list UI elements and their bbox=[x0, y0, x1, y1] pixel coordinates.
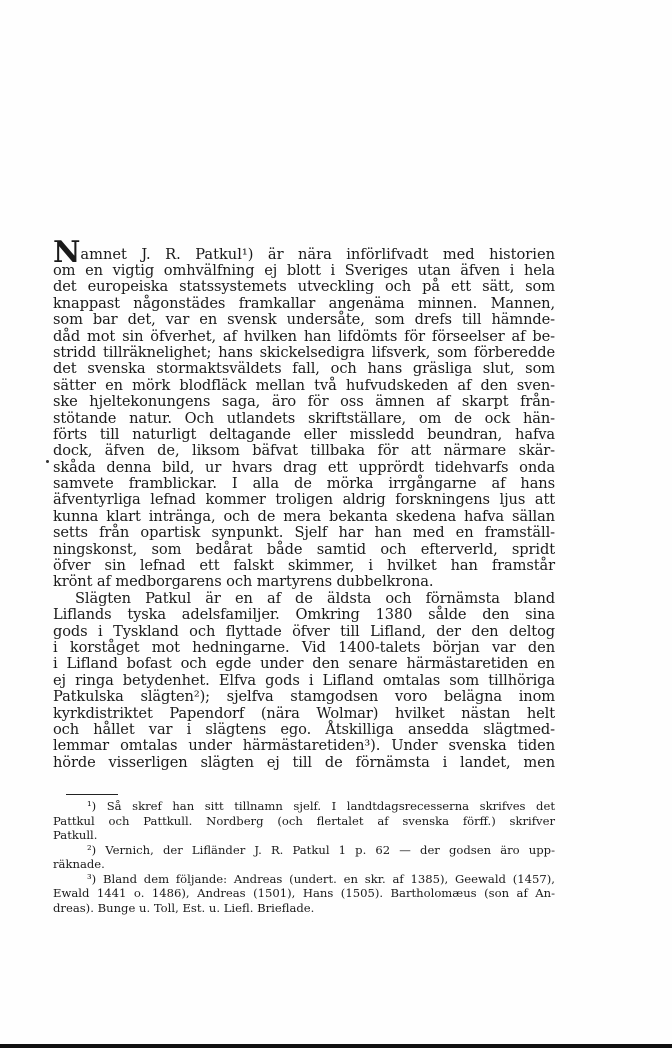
page-bottom-edge bbox=[0, 1044, 672, 1048]
paragraph-start: Slägten Patkul är en af de äldsta och förnämsta bland bbox=[75, 589, 555, 607]
text-line: som bar det, var en svensk undersåte, som drefs till hämnde- bbox=[53, 311, 555, 329]
main-text bbox=[53, 235, 555, 771]
text-line: äfventyrliga lefnad kommer troligen aldrig forskningens ljus att bbox=[53, 491, 555, 509]
footnote-rule bbox=[66, 794, 118, 795]
text-line: det europeiska statssystemets utveckling och på ett sätt, som bbox=[53, 278, 555, 296]
text-line: samvete framblickar. I alla de mörka irrgångarne af hans bbox=[53, 475, 555, 493]
text-line: dock, äfven de, liksom bäfvat tillbaka för att närmare skär- bbox=[53, 442, 555, 460]
text-line: i korståget mot hedningarne. Vid 1400-talets början var den bbox=[53, 638, 555, 656]
text-line: ningskonst, som bedårat både samtid och efterverld, spridt bbox=[53, 540, 555, 558]
text-line: krönt af medborgarens och martyrens dubbelkrona. bbox=[53, 573, 434, 591]
text-line: hörde visserligen slägten ej till de förnämsta i landet, men bbox=[53, 753, 555, 771]
text-line: om en vigtig omhvälfning ej blott i Sveriges utan äfven i hela bbox=[53, 262, 555, 279]
text-line: kunna klart intränga, och de mera bekanta skedena hafva sällan bbox=[53, 507, 555, 525]
text-line: Liflands tyska adelsfamiljer. Omkring 1380 sålde den sina bbox=[53, 606, 555, 624]
text-line: knappast någonstädes framkallar angenäma minnen. Mannen, bbox=[53, 294, 555, 312]
text-line: sätter en mörk blodfläck mellan två hufvudskeden af den sven- bbox=[53, 376, 555, 394]
text-line: lemmar omtalas under härmästaretiden³). Under svenska tiden bbox=[53, 737, 555, 755]
text-line: dåd mot sin öfverhet, af hvilken han lifdömts för förseelser af be- bbox=[53, 327, 555, 345]
text-line: ske hjeltekonungens saga, äro för oss ämnen af skarpt från- bbox=[53, 393, 555, 411]
footnote-1: ¹) Så skref han sitt tillnamn sjelf. I landtdagsrecesserna skrifves det bbox=[87, 799, 555, 813]
text-line: skåda denna bild, ur hvars drag ett upprördt tidehvarfs onda bbox=[53, 458, 555, 476]
text-line: och hållet var i slägtens ego. Åtskilliga ansedda slägtmed- bbox=[53, 720, 555, 738]
text-line: stötande natur. Och utlandets skriftställare, om de ock hän- bbox=[53, 409, 555, 427]
text-line: förts till naturligt deltagande eller missledd beundran, hafva bbox=[53, 425, 555, 443]
text-line: stridd tillräknelighet; hans skickelsedigra lifsverk, som förberedde bbox=[53, 343, 555, 361]
drop-cap: N bbox=[53, 235, 80, 270]
opening-line-text: amnet J. R. Patkul¹) är nära införlifvadt med historien bbox=[80, 246, 555, 263]
footnote-3: ³) Bland dem följande: Andreas (undert. en skr. af 1385), Geewald (1457), bbox=[87, 871, 555, 886]
footnote-3-cont: Ewald 1441 o. 1486), Andreas (1501), Hans (1505). Bartholomæus (son af An- bbox=[53, 886, 555, 900]
text-line: kyrkdistriktet Papendorf (nära Wolmar) hvilket nästan helt bbox=[53, 704, 555, 722]
text-line: det svenska stormaktsväldets fall, och hans gräsliga slut, som bbox=[53, 360, 555, 378]
text-line: setts från opartisk synpunkt. Sjelf har han med en framställ- bbox=[53, 524, 555, 542]
margin-dot bbox=[46, 460, 49, 463]
text-line: gods i Tyskland och flyttade öfver till Lifland, der den deltog bbox=[53, 622, 555, 640]
footnote-2-end: räknade. bbox=[53, 857, 105, 871]
text-line: i Lifland bofast och egde under den senare härmästaretiden en bbox=[53, 655, 555, 673]
footnotes bbox=[53, 799, 555, 915]
text-line: öfver sin lefnad ett falskt skimmer, i hvilket han framstår bbox=[53, 557, 555, 575]
footnote-1-end: Patkull. bbox=[53, 828, 98, 842]
text-line: ej ringa betydenhet. Elfva gods i Lifland omtalas som tillhöriga bbox=[53, 671, 555, 689]
opening-line bbox=[53, 235, 555, 270]
footnote-2: ²) Vernich, der Lifländer J. R. Patkul 1 p. 62 — der godsen äro upp- bbox=[87, 842, 555, 857]
text-line: Patkulska slägten²); sjelfva stamgodsen voro belägna inom bbox=[53, 688, 555, 706]
footnote-1-cont: Pattkul och Pattkull. Nordberg (och flertalet af svenska förff.) skrifver bbox=[53, 813, 555, 828]
footnote-3-end: dreas). Bunge u. Toll, Est. u. Liefl. Brieflade. bbox=[53, 900, 315, 915]
